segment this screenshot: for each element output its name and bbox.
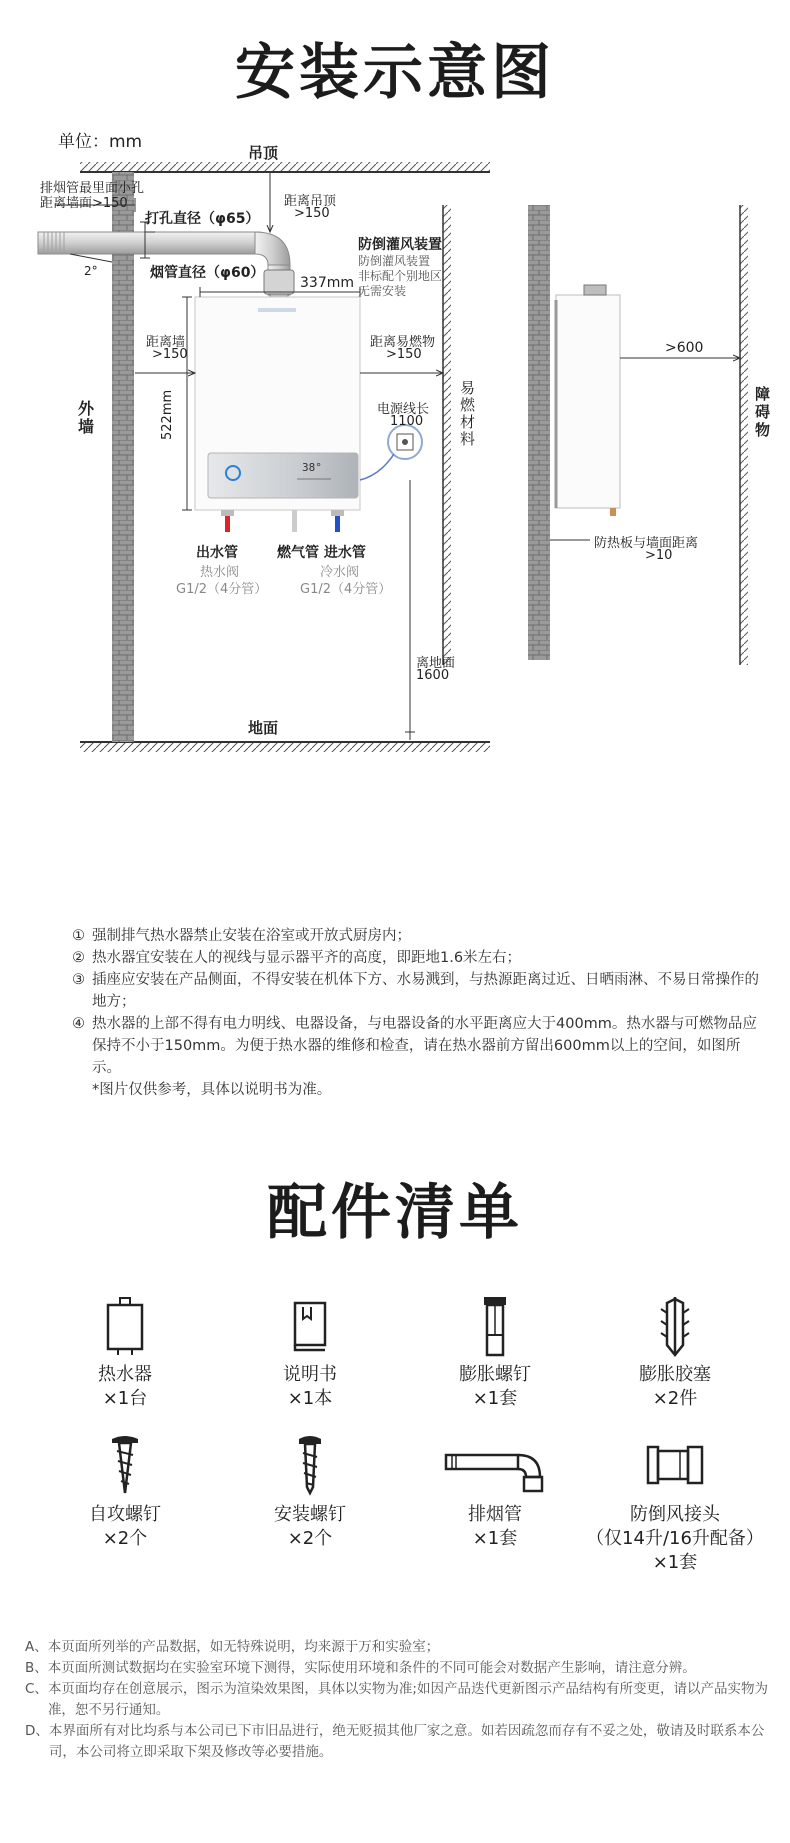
- cold-size-label: G1/2（4分管）: [300, 582, 392, 597]
- flammable-dist-value: >150: [386, 347, 422, 362]
- install-title: 安装示意图: [235, 38, 555, 108]
- floor-dist-value: 1600: [416, 668, 450, 683]
- tapping-screw-icon: [100, 1435, 150, 1497]
- footnote-item: C、 本页面均存在创意展示，图示为渲染效果图，具体以实物为准;如因产品迭代更新图示产品结构有所变更，请以产品实物为准，恕不另行通知。: [25, 1681, 768, 1718]
- obstacle-label: 障碍物: [755, 385, 771, 439]
- hot-out-label: 出水管: [196, 545, 238, 561]
- outer-wall: [112, 172, 134, 742]
- footnote-item: A、 本页面所列举的产品数据，如无特殊说明，均来源于万和实验室；: [25, 1639, 440, 1655]
- exhaust-hole-label: 排烟管最里面小孔: [40, 181, 145, 196]
- accessory-item: 热水器 ×1台: [35, 1295, 215, 1411]
- floor-label: 地面: [248, 719, 279, 737]
- install-diagram: [0, 140, 790, 910]
- hot-size-label: G1/2（4分管）: [176, 582, 268, 597]
- accessory-item: 膨胀螺钉 ×1套: [405, 1295, 585, 1411]
- mounting-screw-icon: [285, 1435, 335, 1497]
- cord-length-value: 1100: [390, 414, 424, 429]
- wall-dist-value: >150: [152, 347, 188, 362]
- note-item: ④ 热水器的上部不得有电力明线、电器设备，与电器设备的水平距离应大于400mm。热水器与可燃物品应保持不小于150mm。为便于热水器的维修和检查，请在热水器前方留出600mm以上的空间，如图所示。: [72, 1016, 757, 1076]
- wind-note-2: 非标配个别地区: [358, 269, 443, 283]
- heat-board-value: >10: [645, 548, 673, 563]
- control-panel: [208, 453, 358, 498]
- flammable-dist-label: 距离易燃物: [370, 335, 436, 350]
- exhaust-hole-dist: 距离墙面>150: [40, 196, 128, 211]
- accessory-item: 防倒风接头 （仅14升/16升配备） ×1套: [575, 1435, 775, 1575]
- wind-note-1: 防倒灌风装置: [358, 254, 431, 268]
- side-view-wall: [528, 205, 550, 660]
- exhaust-pipe: [38, 232, 260, 254]
- height-label: 522mm: [160, 389, 175, 440]
- floor-hatch: [80, 742, 490, 752]
- outer-wall-label: 外墙: [78, 399, 95, 436]
- exhaust-pipe-icon: [440, 1435, 550, 1497]
- footnote-item: D、 本界面所有对比均系与本公司已下市旧品进行，绝无贬损其他厂家之意。如若因疏忽而存有不妥之处，敬请及时联系本公司，本公司将立即采取下架及修改等必要措施。: [25, 1723, 765, 1760]
- drill-diameter-label: 打孔直径（φ65）: [145, 211, 260, 227]
- heat-board-label: 防热板与墙面距离: [594, 536, 699, 551]
- note-item: ② 热水器宜安装在人的视线与显示器平齐的高度，即距地1.6米左右；: [72, 950, 522, 966]
- cold-valve-label: 冷水阀: [320, 565, 360, 580]
- flammable-wall-hatch: [443, 205, 451, 665]
- hot-valve-label: 热水阀: [200, 565, 240, 580]
- water-heater-icon: [100, 1295, 150, 1357]
- ceiling-dist-value: >150: [294, 206, 330, 221]
- footnote-item: B、 本页面所测试数据均在实验室环境下测得，实际使用环境和条件的不同可能会对数据产生影响，请注意分辨。: [25, 1660, 696, 1676]
- pipe-diameter-label: 烟管直径（φ60）: [150, 265, 265, 281]
- unit-label: 单位：mm: [58, 132, 143, 152]
- expansion-plug-icon: [650, 1295, 700, 1357]
- wall-dist-label: 距离墙: [146, 335, 186, 350]
- install-notes: [72, 925, 762, 1101]
- accessory-item: 说明书 ×1本: [220, 1295, 400, 1411]
- anti-backdraft-connector-icon: [640, 1435, 710, 1497]
- obstacle-hatch: [740, 205, 748, 665]
- gas-in-label: 燃气管 进水管: [277, 545, 366, 561]
- heater-side: [556, 295, 620, 508]
- accessory-item: 排烟管 ×1套: [405, 1435, 585, 1551]
- footnotes: [25, 1637, 770, 1763]
- disclaimer: *图片仅供参考，具体以说明书为准。: [92, 1082, 332, 1098]
- wind-device-label: 防倒灌风装置: [358, 237, 442, 253]
- accessories-title: 配件清单: [267, 1178, 523, 1248]
- flammable-label: 易燃材料: [460, 379, 476, 448]
- front-space-label: >600: [665, 340, 704, 356]
- accessory-item: 自攻螺钉 ×2个: [35, 1435, 215, 1551]
- angle-label: 2°: [84, 264, 98, 278]
- accessory-item: 膨胀胶塞 ×2件: [585, 1295, 765, 1411]
- accessory-item: 安装螺钉 ×2个: [220, 1435, 400, 1551]
- note-item: ① 强制排气热水器禁止安装在浴室或开放式厨房内；: [72, 928, 411, 944]
- manual-book-icon: [285, 1295, 335, 1357]
- wind-note-3: 无需安装: [358, 284, 407, 298]
- expansion-bolt-icon: [470, 1295, 520, 1357]
- ceiling-label: 吊顶: [248, 144, 279, 162]
- note-item: ③ 插座应安装在产品侧面，不得安装在机体下方、水易溅到，与热源距离过近、日晒雨淋、不易日常操作的地方；: [72, 972, 759, 1010]
- ceiling-hatch: [80, 162, 490, 172]
- ceiling-dist-label: 距离吊顶: [284, 194, 337, 209]
- width-label: 337mm: [300, 275, 354, 291]
- display-readout: 38°: [302, 461, 322, 474]
- cord-length-label: 电源线长: [377, 402, 430, 417]
- floor-dist-label: 离地面: [416, 656, 456, 671]
- anti-backdraft-device: [264, 270, 294, 294]
